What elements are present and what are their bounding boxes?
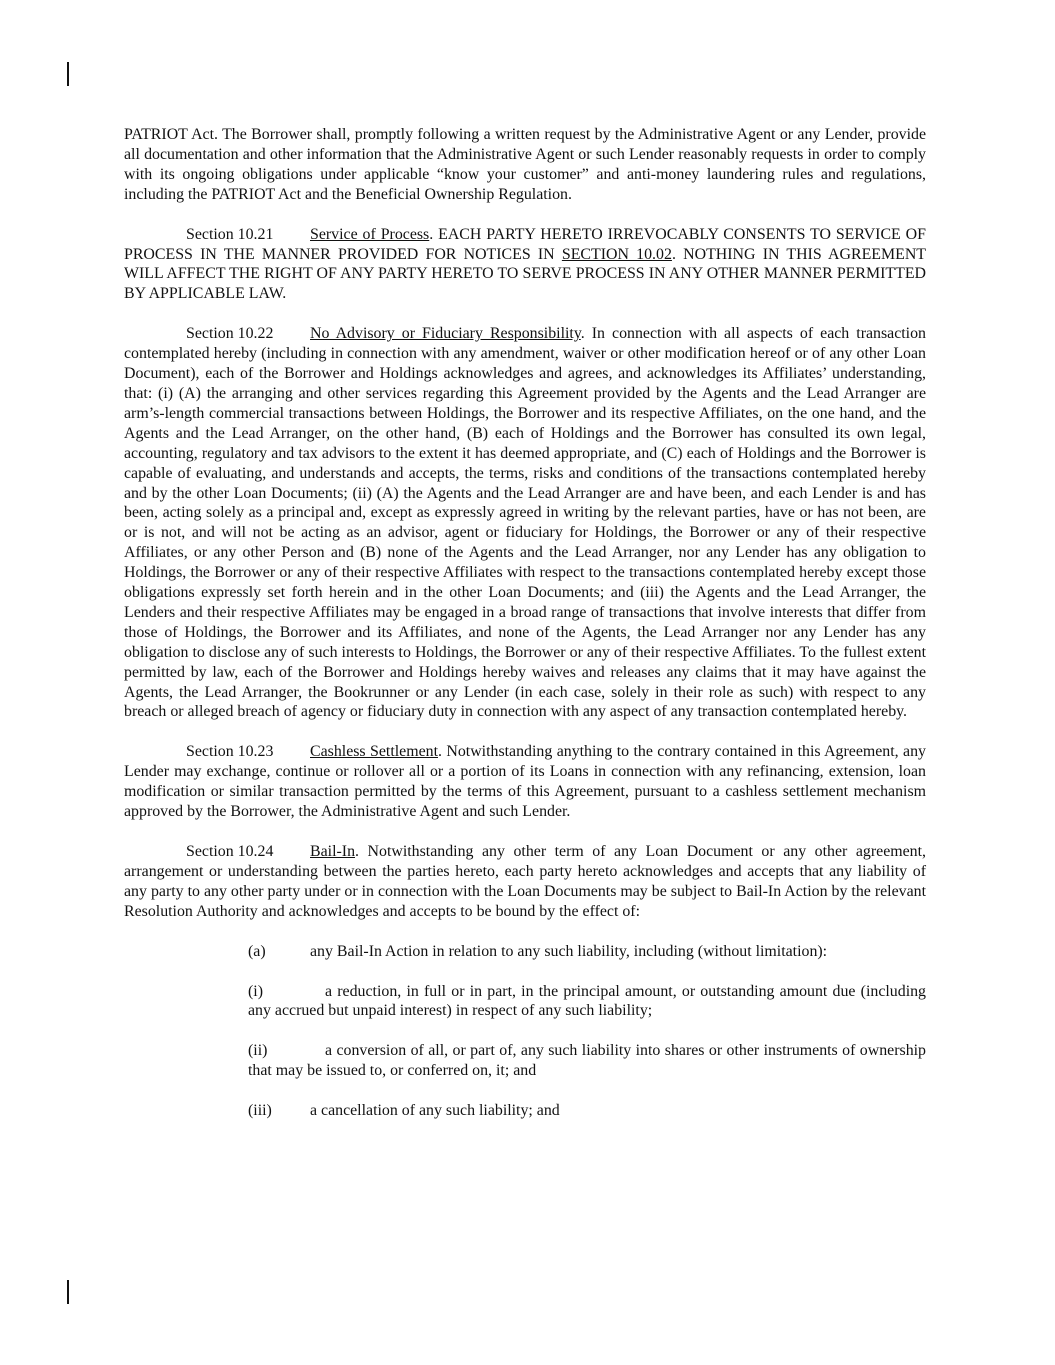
section-number: Section 10.24: [186, 843, 274, 860]
list-item-text: a reduction, in full or in part, in the principal amount, or outstanding amount due (including any accrued but unpaid interest) in respect of any such liability;: [248, 982, 926, 1020]
section-heading: No Advisory or Fiduciary Responsibility: [310, 325, 581, 343]
list-item-ii: [248, 1041, 926, 1081]
section-text: . Notwithstanding any other term of any Loan Document or any other agreement, arrangement or understanding between the parties hereto, each party hereto acknowledges and accepts that any liability of any party to any other party under or in connection with the Loan Documents may be subject to Bail-In Action by the relevant Resolution Authority and acknowledges and accepts to be bound by the effect of:: [124, 843, 926, 920]
list-item-label: (ii): [248, 1042, 268, 1060]
section-number: Section 10.23: [186, 743, 274, 761]
section-text: . EACH PARTY HERETO IRREVOCABLY CONSENTS TO SERVICE OF PROCESS IN THE MANNER PROVIDED FOR NOTICES IN: [124, 225, 926, 263]
section-text: . In connection with all aspects of each transaction contemplated hereby (including in connection with any amendment, waiver or other modification hereof or of any other Loan Document), each of the Borrower and Holdings acknowledges and agrees, and acknowledges its Affiliates’ understanding, that: (i) (A) the arranging and other services regarding this Agreement provided by the Agents and the Lead Arranger are arm’s-length commercial transactions between Holdings, the Borrower and its respective Affiliates, on the one hand, and the Agents and the Lead Arranger, on the other hand, (B) each of Holdings and the Borrower has consulted its own legal, accounting, regulatory and tax advisors to the extent it has deemed appropriate, and (C) each of Holdings and the Borrower is capable of evaluating, and understands and accepts, the terms, risks and conditions of the transactions contemplated hereby and by the other Loan Documents; (ii) (A) the Agents and the Lead Arranger are and have been, and each Lender is and has been, acting solely as a principal and, except as expressly agreed in writing by the relevant parties, have or has not been, are or is not, and will not be acting as an advisor, agent or fiduciary for Holdings, the Borrower or any of their respective Affiliates, or any other Person and (B) none of the Agents and the Lead Arranger, nor any Lender has any obligation to Holdings, the Borrower or any of their respective Affiliates with respect to the transactions contemplated hereby except those obligations expressly set forth herein and in the other Loan Documents; and (iii) the Agents and the Lead Arranger, the Lenders and their respective Affiliates may be engaged in a broad range of transactions that involve interests that differ from those of Holdings, the Borrower and its Affiliates, and none of the Agents, the Lead Arranger nor any Lender has any obligation to disclose any of such interests to Holdings, the Borrower or any of their respective Affiliates. To the fullest extent permitted by law, each of the Borrower and Holdings hereby waives and releases any claims that it may have against the Agents, the Lead Arranger, the Bookrunner or any Lender (in each case, solely in their role as such) with respect to any breach or alleged breach of agency or fiduciary duty in connection with any aspect of any transaction contemplated hereby.: [124, 325, 926, 721]
list-item-text: a conversion of all, or part of, any such liability into shares or other instruments of ownership that may be issued to, or conferred on, it; and: [248, 1042, 926, 1080]
margin-change-bar-top: [67, 62, 69, 86]
patriot-act-paragraph: PATRIOT Act. The Borrower shall, promptly following a written request by the Administrative Agent or any Lender, provide all documentation and other information that the Administrative Agent or such Lender reasonably requests in order to comply with its ongoing obligations under applicable “know your customer” and anti-money laundering rules and regulations, including the PATRIOT Act and the Beneficial Ownership Regulation.: [124, 126, 926, 203]
list-item-a: [248, 942, 926, 962]
section-text: . Notwithstanding anything to the contrary contained in this Agreement, any Lender may exchange, continue or rollover all or a portion of its Loans in connection with any refinancing, extension, loan modification or similar transaction permitted by the terms of this Agreement, pursuant to a cashless settlement mechanism approved by the Borrower, the Administrative Agent and such Lender.: [124, 743, 926, 821]
list-item-label: (a): [248, 942, 266, 960]
section-reference: SECTION 10.02: [561, 245, 672, 263]
section-heading: Cashless Settlement: [310, 743, 438, 761]
section-text: . NOTHING IN THIS AGREEMENT WILL AFFECT THE RIGHT OF ANY PARTY HERETO TO SERVE PROCESS IN ANY OTHER MANNER PERMITTED BY APPLICABLE LAW.: [124, 245, 926, 303]
list-item-i: [248, 982, 926, 1022]
section-heading: Service of Process: [310, 225, 430, 243]
document-body: [124, 125, 926, 1141]
section-number: Section 10.21: [186, 225, 274, 243]
list-item-label: (iii): [248, 1102, 272, 1120]
list-item-text: a cancellation of any such liability; and: [310, 1102, 560, 1120]
section-10-24: [124, 842, 926, 922]
section-10-23: [124, 742, 926, 822]
margin-change-bar-bottom: [67, 1280, 69, 1304]
list-item-iii: [248, 1101, 926, 1121]
list-item-text: any Bail-In Action in relation to any such liability, including (without limitation):: [310, 942, 828, 960]
section-10-21: [124, 225, 926, 305]
section-heading: Bail-In: [310, 843, 356, 860]
list-item-label: (i): [248, 982, 263, 1000]
section-10-22: [124, 324, 926, 722]
section-number: Section 10.22: [186, 325, 274, 343]
